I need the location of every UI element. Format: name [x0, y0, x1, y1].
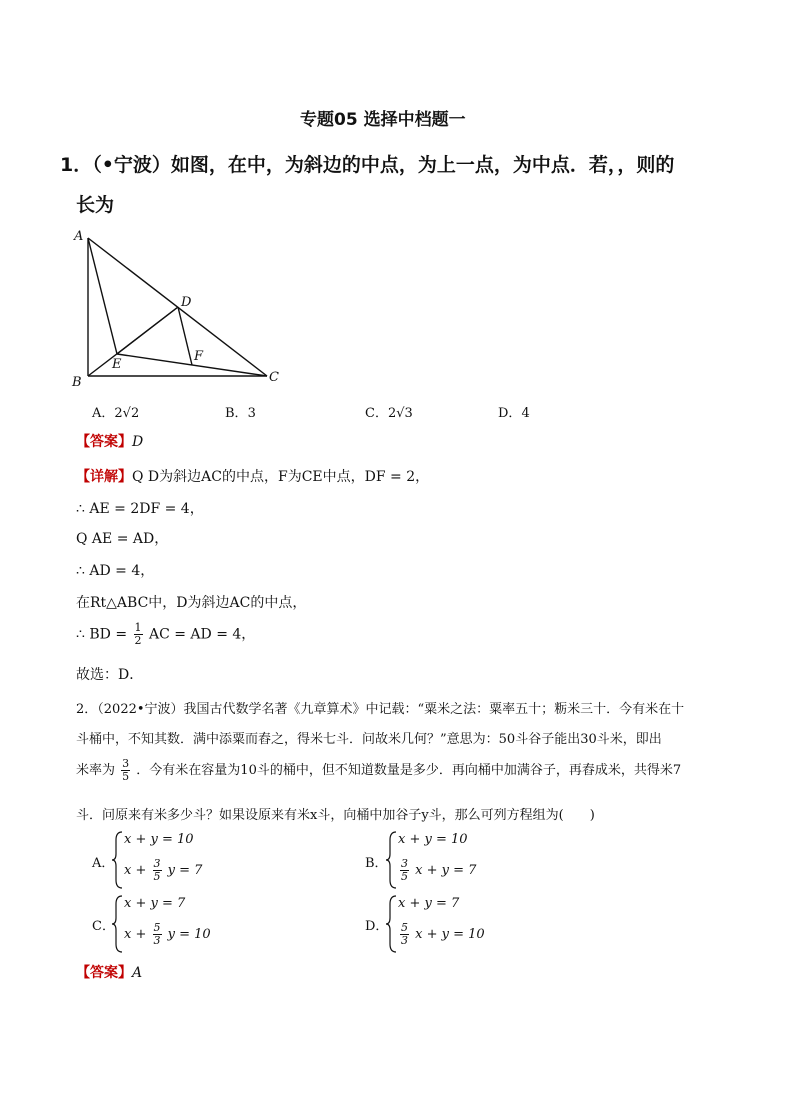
segment-ae: [88, 238, 117, 354]
q1-triangle-figure: [60, 222, 290, 390]
q2-option-c-brace: [112, 894, 124, 954]
q1-option-d: D．4: [498, 406, 530, 421]
q1-detail-5: 在Rt△ABC中，D为斜边AC的中点，: [76, 595, 307, 611]
q2-option-a-eq2: x + $\frac{3}{5}$ y = 7: [124, 857, 203, 883]
q2-option-d-eq1: x + y = 7: [398, 896, 460, 911]
q1-detail-6: ∴ BD = $\frac{1}{2}$ AC = AD = 4，: [76, 621, 256, 647]
q2-option-b-brace: [386, 830, 398, 890]
label-f: F: [194, 349, 204, 364]
q1-stem-line1: 1．（•宁波）如图，在中，为斜边的中点，为上一点，为中点．若，，则的: [60, 154, 675, 176]
q2-option-d-label: D．: [365, 919, 389, 934]
q2-option-b-label: B．: [365, 856, 388, 871]
label-c: C: [269, 370, 279, 385]
q1-detail-3: Q AE = AD，: [76, 531, 169, 547]
q2-option-c-eq2: x + $\frac{5}{3}$ y = 10: [124, 921, 211, 947]
label-b: B: [72, 375, 82, 390]
q1-detail-2: ∴ AE = 2DF = 4，: [76, 501, 204, 517]
q1-option-a: A．2√2: [92, 406, 140, 421]
q1-answer: 【答案】D: [76, 434, 144, 450]
q1-detail-7: 故选：D．: [76, 667, 144, 683]
q2-stem-line4: 斗．问原来有米多少斗？如果设原来有米x斗，向桶中加谷子y斗，那么可列方程组为( ): [76, 808, 595, 823]
q1-detail-1: 【详解】Q D为斜边AC的中点，F为CE中点，DF = 2，: [76, 469, 430, 485]
q2-answer: 【答案】A: [76, 965, 143, 981]
page-title: 专题05 选择中档题一: [300, 110, 466, 130]
label-d: D: [181, 295, 192, 310]
q2-option-a-eq1: x + y = 10: [124, 832, 194, 847]
segment-bd: [88, 307, 178, 376]
q2-option-b-eq1: x + y = 10: [398, 832, 468, 847]
q2-option-d-brace: [386, 894, 398, 954]
label-a: A: [74, 229, 84, 244]
q2-option-c-eq1: x + y = 7: [124, 896, 186, 911]
q2-stem-line3: 米率为 $\frac{3}{5}$ ．今有米在容量为10斗的桶中，但不知道数量是多少．再向桶中加满谷子，再舂成米，共得米7: [76, 757, 682, 783]
q2-option-c-label: C．: [92, 919, 115, 934]
q2-stem-line2: 斗桶中，不知其数．满中添粟而舂之，得米七斗．问故米几何？”意思为：50斗谷子能出30斗米，即出: [76, 732, 662, 747]
q1-option-b: B．3: [225, 406, 256, 421]
q2-option-d-eq2: $\frac{5}{3}$ x + y = 10: [401, 921, 485, 947]
q2-option-a-brace: [112, 830, 124, 890]
q1-detail-4: ∴ AD = 4，: [76, 563, 155, 579]
q2-stem-line1: 2．（2022•宁波）我国古代数学名著《九章算术》中记载：“粟米之法：粟率五十；粝米三十．今有米在十: [76, 702, 685, 717]
q2-option-a-label: A．: [92, 856, 115, 871]
q1-option-c: C．2√3: [365, 406, 413, 421]
q1-stem-line2: 长为: [76, 194, 115, 216]
q2-option-b-eq2: $\frac{3}{5}$ x + y = 7: [401, 857, 477, 883]
label-e: E: [112, 357, 122, 372]
